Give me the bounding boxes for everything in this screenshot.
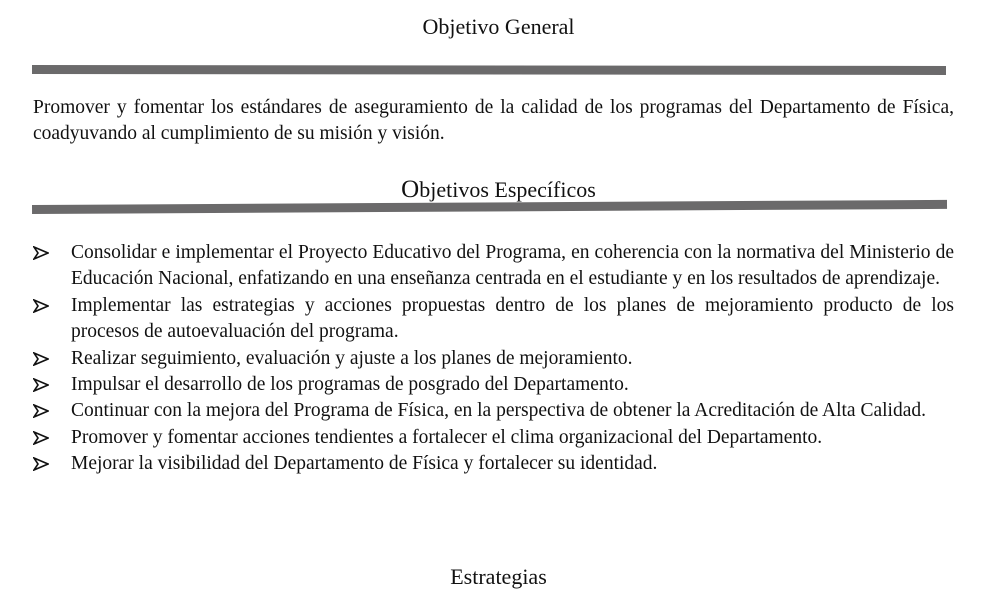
arrowhead-bullet-icon — [33, 404, 49, 418]
list-item-text: Mejorar la visibilidad del Departamento de Física y fortalecer su identidad. — [71, 453, 658, 475]
arrowhead-bullet-icon — [33, 299, 49, 313]
list-item-text: Promover y fomentar acciones tendientes a fortalecer el clima organizacional del Departamento. — [71, 426, 823, 448]
section-divider-general — [32, 65, 946, 75]
arrowhead-bullet-icon — [33, 431, 49, 445]
specific-objectives-list — [33, 240, 954, 478]
heading-rest: bjetivos Específicos — [419, 177, 596, 202]
heading-objetivo-general: Objetivo General — [422, 14, 575, 39]
list-item-text: Continuar con la mejora del Programa de Física, en la perspectiva de obtener la Acreditación de Alta Calidad. — [71, 400, 926, 422]
heading-initial: O — [401, 176, 420, 203]
list-item-text: Impulsar el desarrollo de los programas de posgrado del Departamento. — [71, 374, 629, 396]
arrowhead-bullet-icon — [33, 246, 49, 260]
list-item — [33, 398, 954, 424]
arrowhead-bullet-icon — [33, 457, 49, 471]
list-item — [33, 425, 954, 451]
list-item — [33, 240, 954, 293]
general-objective-text: Promover y fomentar los estándares de aseguramiento de la calidad de los programas del Departamento de Física, coadyuvando al cumplimiento de su misión y visión. — [33, 97, 954, 144]
arrowhead-bullet-icon — [33, 352, 49, 366]
list-item-text: Consolidar e implementar el Proyecto Educativo del Programa, en coherencia con la normativa del Ministerio de Educación Nacional, enfatizando en una enseñanza centrada en el estudiante y en los resultados de aprendizaje. — [71, 242, 954, 290]
list-item-text: Implementar las estrategias y acciones propuestas dentro de los planes de mejoramiento producto de los procesos de autoevaluación del programa. — [71, 294, 954, 343]
heading-estrategias: Estrategias — [450, 564, 547, 589]
list-item-text: Realizar seguimiento, evaluación y ajuste a los planes de mejoramiento. — [71, 347, 633, 369]
list-item — [33, 372, 954, 398]
list-item — [33, 293, 954, 346]
list-item — [33, 451, 954, 477]
arrowhead-bullet-icon — [33, 378, 49, 392]
heading-objetivos-especificos — [3, 177, 991, 203]
list-item — [33, 346, 954, 372]
